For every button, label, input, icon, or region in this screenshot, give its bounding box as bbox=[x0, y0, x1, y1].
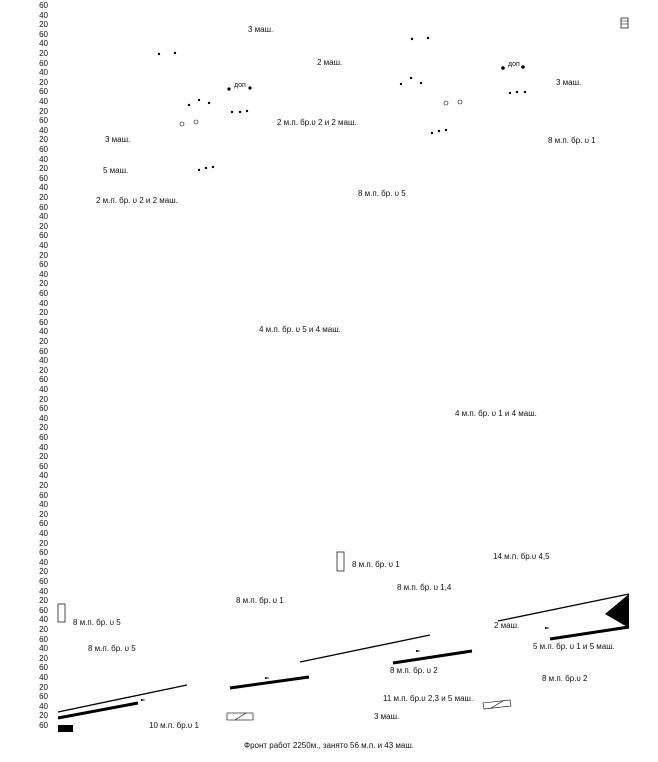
scale-tick: 20 bbox=[39, 596, 48, 606]
label-3-mash: 3 маш. bbox=[374, 712, 400, 721]
scale-tick: 40 bbox=[39, 557, 48, 567]
flag-marker bbox=[416, 650, 421, 652]
scale-tick: 40 bbox=[39, 183, 48, 193]
scale-tick: 20 bbox=[39, 423, 48, 433]
scale-tick: 40 bbox=[39, 154, 48, 164]
scale-tick: 40 bbox=[39, 701, 48, 711]
scale-tick: 60 bbox=[39, 260, 48, 270]
scale-tick: 40 bbox=[39, 442, 48, 452]
scale-tick: 20 bbox=[39, 538, 48, 548]
scale-tick: 20 bbox=[39, 509, 48, 519]
scale-tick: 40 bbox=[39, 241, 48, 250]
scale-tick: 60 bbox=[39, 116, 48, 126]
scale-tick: 40 bbox=[39, 269, 48, 279]
defence-line bbox=[58, 703, 138, 718]
point-group bbox=[158, 37, 526, 171]
pillbox-marker bbox=[58, 604, 65, 622]
scale-tick: 40 bbox=[39, 529, 48, 538]
scale-tick: 20 bbox=[39, 711, 48, 721]
scale-tick: 20 bbox=[39, 164, 48, 174]
scale-tick: 60 bbox=[39, 58, 48, 68]
scale-tick: 60 bbox=[39, 548, 48, 558]
flag-marker bbox=[141, 699, 146, 701]
hatched-box bbox=[227, 713, 253, 720]
scale-tick: 60 bbox=[39, 375, 48, 385]
scale-tick: 60 bbox=[39, 404, 48, 414]
scale-tick: 20 bbox=[39, 337, 48, 346]
label-unit: 8 м.п. бр. υ 5 bbox=[73, 618, 121, 627]
label-3-mash: 3 маш. bbox=[248, 25, 274, 34]
label-unit: 2 м.п. бр.υ 2 и 2 маш. bbox=[277, 118, 357, 127]
scale-tick: 40 bbox=[39, 356, 48, 366]
label-3-mash: 3 маш. bbox=[556, 78, 582, 87]
scale-tick: 40 bbox=[39, 615, 48, 625]
scale-tick: 60 bbox=[39, 461, 48, 471]
scale-tick: 60 bbox=[39, 577, 48, 586]
scale-tick: 40 bbox=[39, 298, 48, 308]
label-dop: доп bbox=[508, 61, 520, 68]
label-unit: 8 м.п. бр. υ 1 bbox=[548, 136, 596, 145]
scale-tick: 40 bbox=[39, 327, 48, 337]
scale-tick: 20 bbox=[39, 308, 48, 318]
scale-tick: 60 bbox=[39, 317, 48, 327]
scale-tick: 40 bbox=[39, 125, 48, 135]
scale-tick: 40 bbox=[39, 385, 48, 394]
label-unit: 8 м.п. бр.υ 2 bbox=[542, 674, 588, 683]
defence-line bbox=[550, 627, 629, 639]
scale-tick: 60 bbox=[39, 29, 48, 39]
scale-tick: 40 bbox=[39, 10, 48, 20]
scale-tick: 40 bbox=[39, 644, 48, 654]
flag-marker bbox=[265, 677, 270, 679]
label-unit: 8 м.п. бр. υ 1 bbox=[352, 560, 400, 569]
defence-line bbox=[58, 685, 187, 712]
scale-tick: 20 bbox=[39, 653, 48, 663]
label-unit: 8 м.п. бр. υ 5 bbox=[88, 644, 136, 653]
label-unit: 8 м.п. бр. υ 2 bbox=[390, 666, 438, 675]
scale-tick: 20 bbox=[39, 250, 48, 260]
scale-tick: 20 bbox=[39, 625, 48, 634]
scale-tick: 60 bbox=[39, 634, 48, 644]
defence-line bbox=[230, 677, 309, 688]
scale-tick: 40 bbox=[39, 471, 48, 481]
scale-tick: 60 bbox=[39, 721, 48, 730]
scale-tick: 20 bbox=[39, 49, 48, 58]
defence-line bbox=[498, 594, 629, 621]
scale-tick: 40 bbox=[39, 212, 48, 222]
label-unit: 4 м.п. бр. υ 1 и 4 маш. bbox=[455, 409, 537, 418]
scale-tick: 60 bbox=[39, 605, 48, 615]
command-post-marker bbox=[58, 725, 73, 732]
scale-tick: 40 bbox=[39, 586, 48, 596]
label-unit: 8 м.п. бр. υ 1,4 bbox=[397, 583, 452, 592]
scale-tick: 60 bbox=[39, 490, 48, 500]
hatched-box bbox=[483, 700, 511, 709]
scale-tick: 60 bbox=[39, 346, 48, 356]
scale-tick: 20 bbox=[39, 106, 48, 116]
scale-tick: 20 bbox=[39, 567, 48, 577]
scale-tick: 60 bbox=[39, 202, 48, 212]
scale-tick: 60 bbox=[39, 692, 48, 702]
scale-tick: 60 bbox=[39, 519, 48, 529]
scale-tick: 60 bbox=[39, 231, 48, 241]
scale-tick: 20 bbox=[39, 365, 48, 375]
scale-tick: 20 bbox=[39, 221, 48, 231]
scale-tick: 40 bbox=[39, 39, 48, 49]
scale-tick: 40 bbox=[39, 97, 48, 106]
scale-tick: 20 bbox=[39, 77, 48, 87]
defence-line bbox=[393, 651, 472, 663]
label-2-mash: 2 маш. bbox=[494, 621, 520, 630]
scale-tick: 60 bbox=[39, 145, 48, 154]
scale-tick: 20 bbox=[39, 279, 48, 289]
label-unit: 2 м.п. бр. υ 2 и 2 маш. bbox=[96, 196, 178, 205]
footer-caption: Фронт работ 2250м., занято 56 м.п. и 43 маш. bbox=[243, 741, 415, 750]
scale-tick: 40 bbox=[39, 673, 48, 682]
scale-tick: 20 bbox=[39, 20, 48, 30]
scale-tick: 20 bbox=[39, 193, 48, 202]
tank-marker bbox=[621, 18, 628, 28]
scale-tick: 60 bbox=[39, 433, 48, 442]
label-2-mash: 2 маш. bbox=[317, 58, 343, 67]
scale-tick: 20 bbox=[39, 135, 48, 145]
flag-marker bbox=[545, 627, 550, 629]
label-unit: 14 м.п. бр.υ 4,5 bbox=[493, 552, 550, 561]
scale-tick: 20 bbox=[39, 452, 48, 462]
label-unit: 4 м.п. бр. υ 5 и 4 маш. bbox=[259, 325, 341, 334]
label-3-mash: 3 маш. bbox=[105, 135, 131, 144]
label-unit: 8 м.п. бр. υ 1 bbox=[236, 596, 284, 605]
scale-tick: 20 bbox=[39, 481, 48, 490]
label-5-mash: 5 маш. bbox=[103, 166, 129, 175]
scale-tick: 40 bbox=[39, 413, 48, 423]
label-unit: 11 м.п. бр.υ 2,3 и 5 маш. bbox=[383, 694, 474, 703]
label-unit: 5 м.п. бр. υ 1 и 5 маш. bbox=[533, 642, 615, 651]
scale-tick: 40 bbox=[39, 500, 48, 510]
scale-tick: 20 bbox=[39, 682, 48, 692]
scale-tick: 60 bbox=[39, 1, 48, 10]
scale-tick: 60 bbox=[39, 289, 48, 298]
scale-tick: 20 bbox=[39, 394, 48, 404]
label-unit: 8 м.п. бр. υ 5 bbox=[358, 189, 406, 198]
defence-line bbox=[300, 635, 430, 662]
pillbox-marker bbox=[337, 552, 344, 571]
scale-tick: 60 bbox=[39, 663, 48, 673]
scale-tick: 40 bbox=[39, 68, 48, 78]
scale-tick: 60 bbox=[39, 87, 48, 97]
label-dop: доп bbox=[234, 82, 246, 89]
label-unit: 10 м.п. бр.υ 1 bbox=[149, 721, 199, 730]
scale-tick: 60 bbox=[39, 173, 48, 183]
flank-wedge bbox=[605, 594, 629, 628]
